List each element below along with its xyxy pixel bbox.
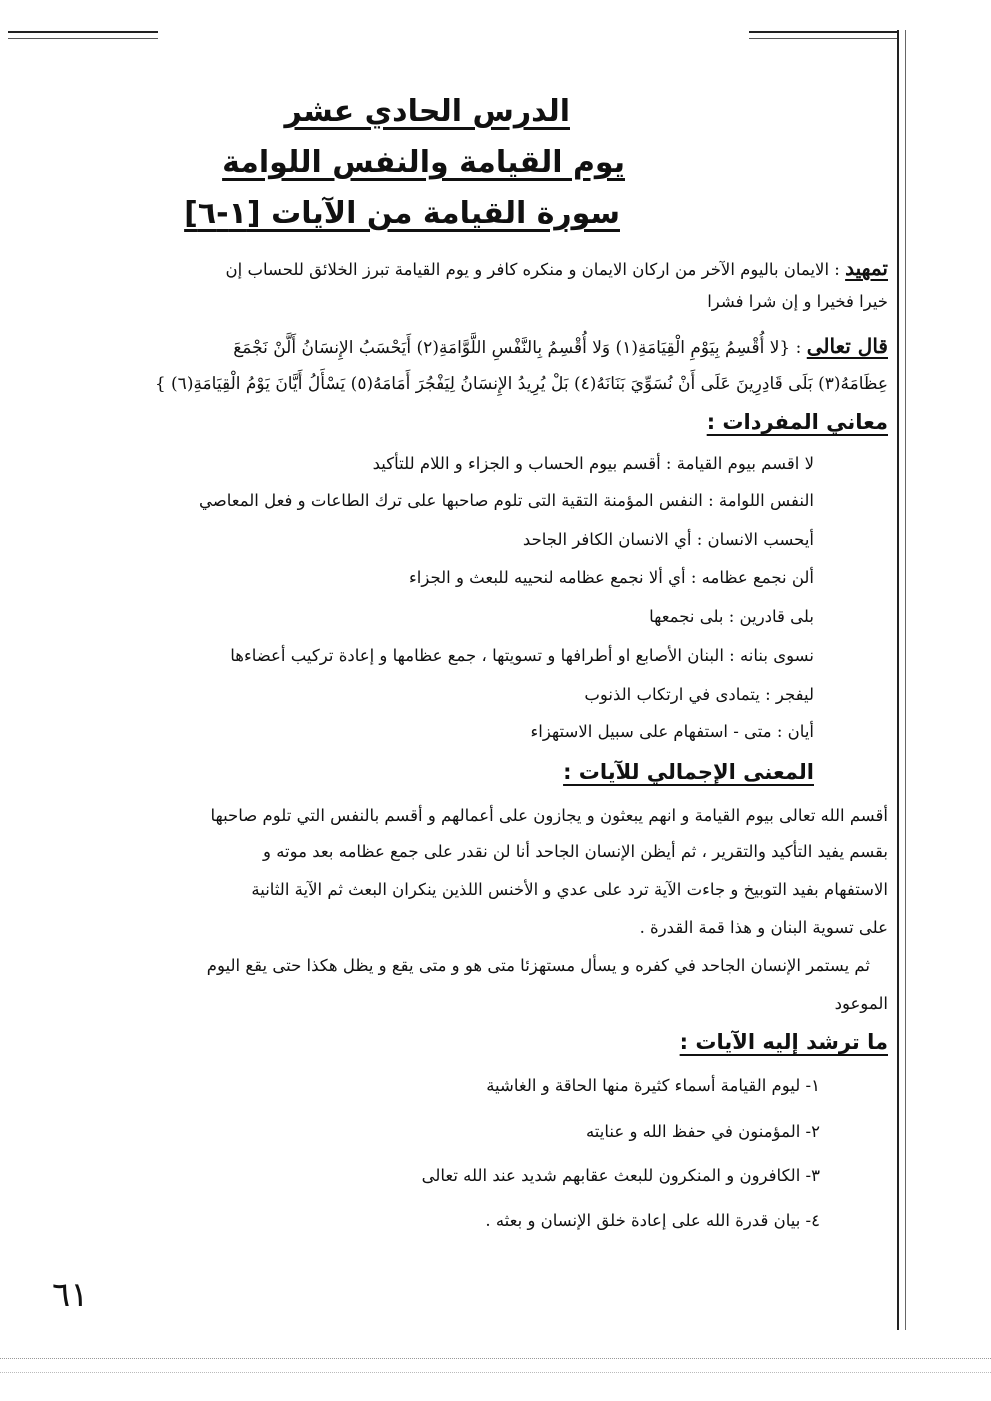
vocab-item: أيحسب الانسان : أي الانسان الكافر الجاحد [522, 530, 814, 549]
verses-line-1 [233, 334, 888, 358]
topic-title: يوم القيامة والنفس اللوامة [222, 145, 625, 180]
vocab-item: أيان : متى - استفهام على سبيل الاستهزاء [530, 722, 814, 741]
meaning-line: أقسم الله تعالى بيوم القيامة و انهم يبعثون و يجازون على أعمالهم و أقسم بالنفس التي تلوم صاحبها [210, 806, 888, 825]
intro-line-1 [226, 256, 888, 280]
intro-text-1: : الايمان باليوم الآخر من اركان الايمان و منكره كافر و يوم القيامة تبرز الخلائق للحساب إن [225, 260, 840, 279]
vocab-item: ألن نجمع عظامه : أي ألا نجمع عظامه لنحييه للبعث و الجزاء [409, 568, 814, 587]
meaning-line: ثم يستمر الإنسان الجاحد في كفره و يسأل مستهزئا متى هو و متى يقع و يظل هكذا حتى يقع اليوم [206, 956, 870, 975]
vocab-item: ليفجر : يتمادى في ارتكاب الذنوب [584, 685, 814, 704]
meaning-line: على تسوية البنان و هذا قمة القدرة . [639, 918, 888, 937]
verses-label: قال تعالى [806, 334, 888, 358]
vocab-item: بلى قادرين : بلى نجمعها [649, 607, 814, 626]
page-number: ٦١ [52, 1275, 89, 1315]
lesson-title: الدرس الحادي عشر [284, 94, 570, 129]
meaning-line: الموعود [834, 994, 888, 1013]
vocab-item: نسوى بنانه : البنان الأصابع او أطرافها و تسويتها ، جمع عظامها و إعادة تركيب أعضاءها [230, 646, 814, 665]
guidance-heading: ما ترشد إليه الآيات : [679, 1030, 888, 1054]
verses-text-1: : {لا أُقْسِمُ بِيَوْمِ الْقِيَامَةِ(١) وَلا أُقْسِمُ بِالنَّفْسِ اللَّوَّامَةِ(٢) أَيَحْسَبُ الإِنسَانُ أَلَّنْ نَجْمَعَ [233, 338, 802, 358]
meaning-heading: المعنى الإجمالي للآيات : [563, 760, 814, 784]
meaning-line: بقسم يفيد التأكيد والتقرير ، ثم أيظن الإنسان الجاحد أنا لن نقدر على جمع عظامه بعد موته و [263, 842, 888, 861]
surah-title: سورة القيامة من الآيات [١-٦] [184, 196, 620, 231]
vocab-item: لا اقسم بيوم القيامة : أقسم بيوم الحساب و الجزاء و اللام للتأكيد [372, 454, 814, 473]
intro-line-2: خيرا فخيرا و إن شرا فشرا [707, 292, 888, 311]
intro-label: تمهيد [845, 256, 888, 280]
guidance-item: ١- ليوم القيامة أسماء كثيرة منها الحاقة و الغاشية [486, 1076, 820, 1095]
guidance-item: ٣- الكافرون و المنكرون للبعث عقابهم شديد عند الله تعالى [421, 1166, 820, 1185]
guidance-item: ٤- بيان قدرة الله على إعادة خلق الإنسان و بعثه . [485, 1211, 820, 1230]
vocab-item: النفس اللوامة : النفس المؤمنة التقية التى تلوم صاحبها على ترك الطاعات و فعل المعاصي [198, 491, 814, 510]
vocab-heading: معاني المفردات : [706, 410, 888, 434]
verses-line-2: عِظَامَهُ(٣) بَلَى قَادِرِينَ عَلَى أَنْ نُسَوِّيَ بَنَانَهُ(٤) بَلْ يُرِيدُ الإِنسَانُ لِيَفْجُرَ أَمَامَهُ(٥) يَسْأَلُ أَيَّانَ يَوْمُ الْقِيَامَةِ(٦) } [154, 374, 888, 394]
meaning-line: الاستفهام بفيد التوبيخ و جاءت الآية ترد على عدي و الأخنس اللذين ينكران البعث ثم الآية الثانية [251, 880, 888, 899]
guidance-item: ٢- المؤمنون في حفظ الله و عنايته [585, 1122, 820, 1141]
